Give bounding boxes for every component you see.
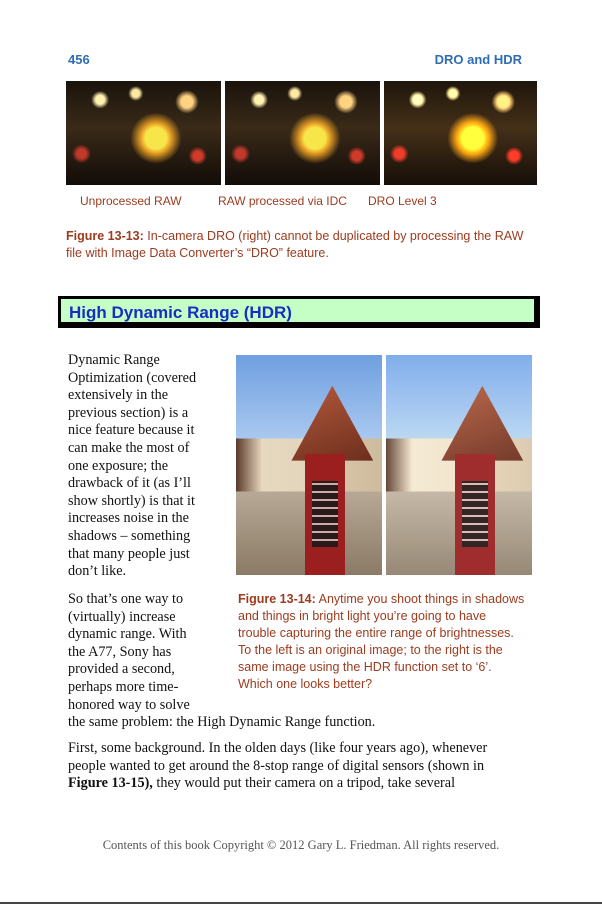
figure-13-15-ref: Figure 13-15), — [68, 775, 153, 792]
paragraph-2: So that’s one way to (virtually) increase dynamic range. With the A77, Sony has provided a second, perhaps more time- honored way to solve — [68, 591, 190, 713]
paragraph-3: First, some background. In the olden days (like four years ago), whenever people wanted to get around the 8-stop range of digital sensors (shown in Figure 13-15), they would put their camera on a tripod, take several — [68, 740, 488, 792]
photo-original-street — [236, 355, 382, 575]
figure-13-13-text: In-camera DRO (right) cannot be duplicated by processing the RAW file with Image Data Converter’s “DRO” feature. — [66, 229, 524, 260]
photo-dro-level-3 — [384, 81, 537, 185]
photo-raw-idc — [225, 81, 380, 185]
paragraph-2-tail: the same problem: the High Dynamic Range function. — [68, 714, 376, 730]
sublabel-unprocessed-raw: Unprocessed RAW — [80, 194, 182, 208]
section-heading-box — [58, 296, 540, 328]
photo-unprocessed-raw — [66, 81, 221, 185]
figure-13-13-caption — [66, 228, 536, 262]
paragraph-1: Dynamic Range Optimization (covered extensively in the previous section) is a nice feature because it can make the most of one exposure; the drawback of it (as I’ll show shortly) is that it increases noise in the shadows – something that many people just don’t like. — [68, 352, 197, 580]
figure-13-13-label: Figure 13-13: — [66, 229, 144, 243]
chapter-title: DRO and HDR — [434, 52, 522, 67]
section-heading: High Dynamic Range (HDR) — [69, 303, 292, 322]
sublabel-dro-level-3: DRO Level 3 — [368, 194, 437, 208]
page-bottom-rule — [0, 902, 602, 904]
figure-13-14-caption: Figure 13-14: Anytime you shoot things in shadows and things in bright light you’re going to have trouble capturing the entire range of brightnesses. To the left is an original image; to the right is the same image using the HDR function set to ‘6’. Which one looks better? — [238, 592, 525, 691]
sublabel-raw-idc: RAW processed via IDC — [218, 194, 347, 208]
photo-hdr-street — [386, 355, 532, 575]
figure-13-14-label: Figure 13-14: — [238, 592, 316, 606]
copyright-footer: Contents of this book Copyright © 2012 Gary L. Friedman. All rights reserved. — [102, 838, 500, 852]
page-number: 456 — [68, 52, 90, 67]
